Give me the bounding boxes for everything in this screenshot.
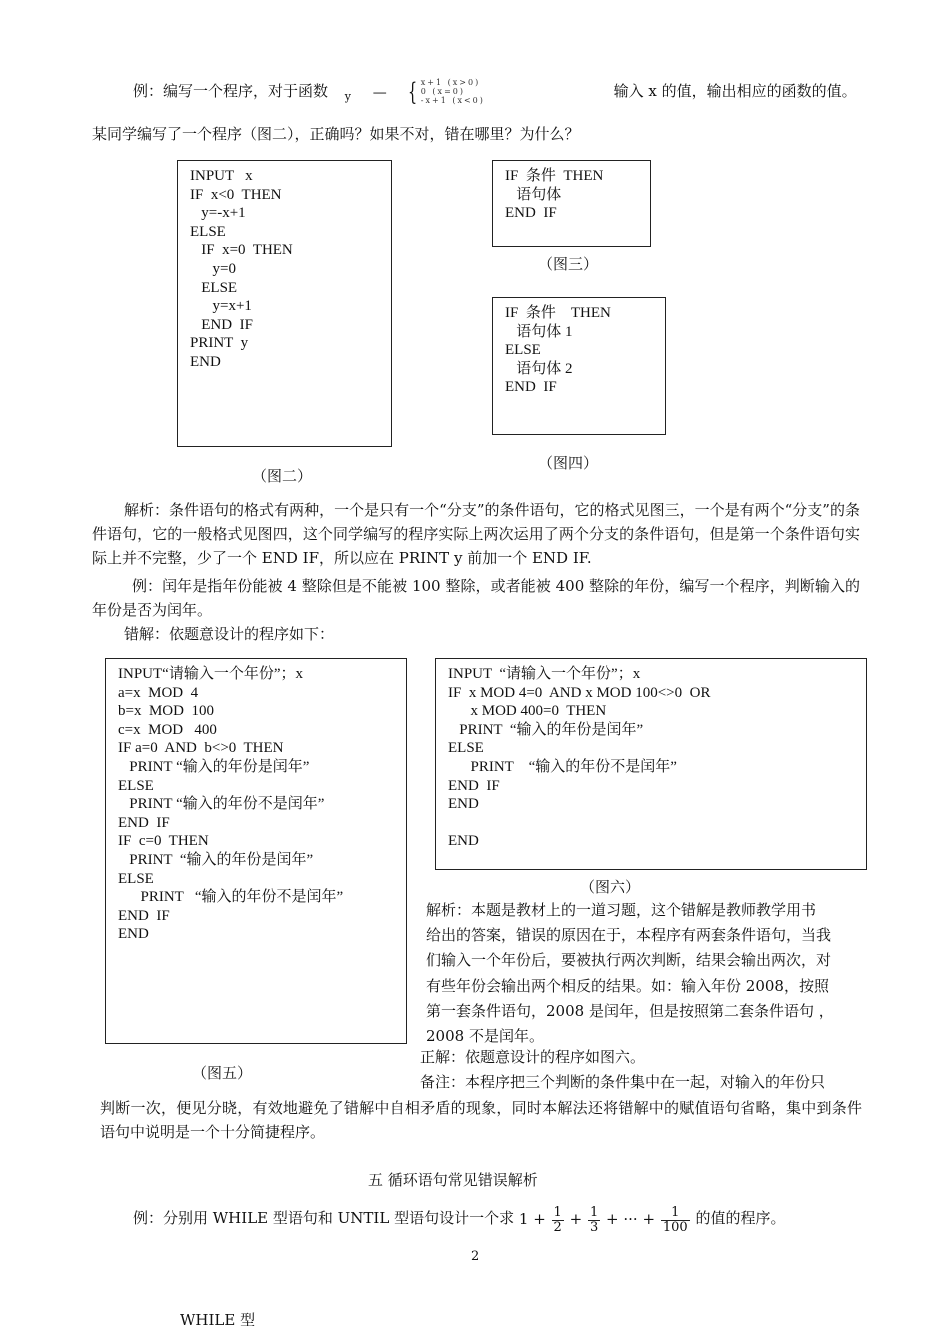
analysis-2-line-4: 有些年份会输出两个相反的结果。如：输入年份 2008，按照 [426, 976, 829, 995]
figure-6-box [435, 658, 867, 870]
example-1-line [133, 77, 857, 107]
brace-icon: { [407, 78, 418, 106]
example-3-text-after: 的值的程序。 [695, 1209, 786, 1227]
figure-3-caption: （图三） [538, 255, 599, 273]
figure-2-code: INPUT x IF x<0 THEN y=-x+1 ELSE IF x=0 THEN y=0 ELSE y=x+1 END IF PRINT y END [190, 168, 293, 370]
figure-4-caption: （图四） [538, 454, 599, 472]
sum-term-one: 1 [518, 1210, 529, 1228]
page-number: 2 [471, 1249, 480, 1264]
fraction-1-2-denominator: 2 [553, 1219, 562, 1235]
figure-5-code: INPUT“请输入一个年份”；x a=x MOD 4 b=x MOD 100 c=x MOD 400 IF a=0 AND b<>0 THEN PRINT “输入的年份是闰年” ELSE PRINT “输入的年份不是闰年” END IF IF c=0 THEN PRINT “输入的年份是闰年” ELSE PRINT “输入的年份不是闰年” END IF END [118, 666, 344, 943]
figure-4-box [492, 297, 666, 435]
formula-dash: — [372, 85, 387, 101]
example-2-paragraph: 例：闰年是指年份能被 4 整除但是不能被 100 整除，或者能被 400 整除的年份，编写一个程序，判断输入的年份是否为闰年。 [92, 577, 860, 619]
figure-4-code: IF 条件 THEN 语句体 1 ELSE 语句体 2 END IF [505, 305, 611, 396]
formula-case-1: x+1 (x>0) [420, 78, 481, 87]
plus-sign: + [606, 1210, 619, 1228]
note-line-1: 备注：本程序把三个判断的条件集中在一起，对输入的年份只 [420, 1073, 826, 1091]
fraction-1-3-denominator: 3 [589, 1219, 599, 1235]
wrong-solution-intro: 错解：依题意设计的程序如下： [124, 625, 335, 643]
example-1-text-after: 输入 x 的值，输出相应的函数的值。 [613, 82, 857, 100]
plus-sign: + [569, 1210, 583, 1228]
analysis-2-line-1: 解析：本题是教材上的一道习题，这个错解是教师教学用书 [426, 901, 817, 919]
correct-solution-text: 正解：依题意设计的程序如图六。 [420, 1048, 646, 1066]
formula-case-2: 0 (x=0) [420, 87, 465, 96]
fraction-1-3 [588, 1206, 600, 1235]
fraction-1-100-numerator: 1 [661, 1206, 690, 1221]
fraction-1-100-denominator: 100 [662, 1219, 688, 1235]
figure-2-caption: （图二） [252, 467, 313, 485]
example-1-text-before: 例：编写一个程序，对于函数 [133, 82, 329, 100]
fraction-1-2 [552, 1206, 564, 1235]
question-text: 某同学编写了一个程序（图二），正确吗？如果不对，错在哪里？为什么？ [92, 125, 580, 143]
analysis-2-line-5: 第一套条件语句，2008 是闰年，但是按照第二套条件语句 ， [426, 1001, 834, 1020]
while-type-label: WHILE 型 [180, 1311, 256, 1329]
formula-case-3: -x+1 (x<0) [420, 96, 485, 105]
fraction-1-2-numerator: 1 [553, 1204, 562, 1220]
figure-2-box [177, 160, 392, 447]
figure-5-caption: （图五） [192, 1064, 253, 1082]
figure-6-code: INPUT “请输入一个年份”；x IF x MOD 4=0 AND x MOD 100<>0 OR x MOD 400=0 THEN PRINT “输入的年份是闰年” ELSE PRINT “输入的年份不是闰年” END IF END END [448, 666, 711, 850]
analysis-2-paragraph [426, 898, 866, 1049]
figure-5-box [105, 658, 407, 1044]
piecewise-function-formula [337, 77, 605, 107]
fraction-1-3-numerator: 1 [589, 1204, 599, 1220]
sum-formula [519, 1199, 691, 1239]
analysis-2-line-3: 们输入一个年份后，要被执行两次判断，结果会输出两次，对 [426, 951, 832, 970]
analysis-2-line-6: 2008 不是闰年。 [426, 1027, 544, 1046]
fraction-1-100 [661, 1206, 690, 1235]
plus-sign: + [533, 1210, 546, 1228]
figure-6-caption: （图六） [580, 878, 641, 896]
note-paragraph: 判断一次，便见分晓，有效地避免了错解中自相矛盾的现象，同时本解法还将错解中的赋值语句省略，集中到条件语句中说明是一个十分简捷程序。 [100, 1099, 862, 1141]
figure-3-box [492, 160, 651, 247]
analysis-2-line-2: 给出的答案，错误的原因在于，本程序有两套条件语句，当我 [426, 926, 832, 945]
section-title: 五 循环语句常见错误解析 [368, 1171, 538, 1189]
figure-3-code: IF 条件 THEN 语句体 END IF [505, 168, 604, 222]
plus-sign: + [642, 1210, 656, 1228]
example-3-line [133, 1198, 785, 1239]
example-3-text-before: 例：分别用 WHILE 型语句和 UNTIL 型语句设计一个求 [133, 1209, 515, 1227]
ellipsis-dots: ··· [623, 1210, 638, 1228]
analysis-1-paragraph: 解析：条件语句的格式有两种，一个是只有一个“分支”的条件语句，它的格式见图三，一个是有两个“分支”的条件语句，它的一般格式见图四，这个同学编写的程序实际上两次运用了两个分支的条件语句，但是第一个条件语句实际上并不完整，少了一个 END IF，所以应在 PRINT y 前加一个 END IF. [92, 501, 860, 567]
formula-y: y [344, 90, 352, 103]
